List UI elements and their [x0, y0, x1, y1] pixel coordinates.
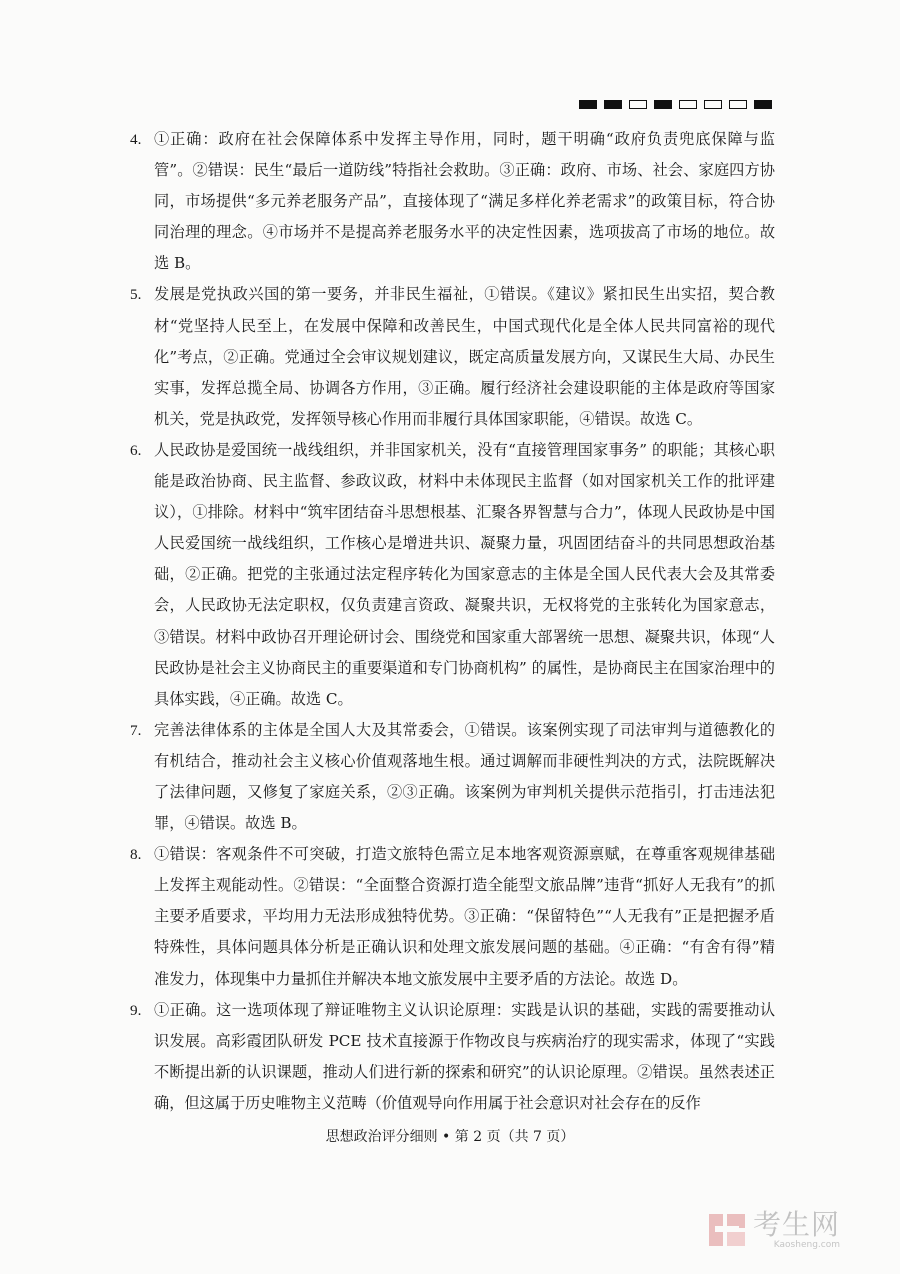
- marker-empty: [729, 100, 747, 109]
- item-number: 7.: [130, 721, 142, 739]
- item-number: 6.: [130, 441, 142, 459]
- page-footer: 思想政治评分细则 • 第 2 页（共 7 页）: [325, 1129, 575, 1145]
- watermark-logo: [707, 1207, 840, 1250]
- item-number: 9.: [130, 1001, 142, 1019]
- item-text: 人民政协是爱国统一战线组织，并非国家机关，没有“直接管理国家事务” 的职能；其核心职能是政治协商、民主监督、参政议政，材料中未体现民主监督（如对国家机关工作的批评建议），①排除。材料中“筑牢团结奋斗思想根基、汇聚各界智慧与合力”，体现人民政协是中国人民爱国统一战线组织，工作核心是增进共识、凝聚力量，巩固团结奋斗的共同思想政治基础，②正确。把党的主张通过法定程序转化为国家意志的主体是全国人民代表大会及其常委会，人民政协无法定职权，仅负责建言资政、凝聚共识，无权将党的主张转化为国家意志，③错误。材料中政协召开理论研讨会、围绕党和国家重大部署统一思想、凝聚共识，体现“人民政协是社会主义协商民主的重要渠道和专门协商机构” 的属性，是协商民主在国家治理中的具体实践，④正确。故选 C。: [154, 440, 775, 708]
- answer-item-7: [130, 715, 775, 839]
- item-text: ①正确：政府在社会保障体系中发挥主导作用，同时，题干明确“政府负责兜底保障与监管”。②错误：民生“最后一道防线”特指社会救助。③正确：政府、市场、社会、家庭四方协同，市场提供“多元养老服务产品”，直接体现了“满足多样化养老需求”的政策目标，符合协同治理的理念。④市场并不是提高养老服务水平的决定性因素，选项拔高了市场的地位。故选 B。: [154, 130, 775, 273]
- brand-logo-icon: [707, 1210, 747, 1250]
- marker-empty: [679, 100, 697, 109]
- answer-item-9: [130, 995, 775, 1119]
- item-text: 完善法律体系的主体是全国人大及其常委会，①错误。该案例实现了司法审判与道德教化的有机结合，推动社会主义核心价值观落地生根。通过调解而非硬性判决的方式，法院既解决了法律问题，又修复了家庭关系，②③正确。该案例为审判机关提供示范指引，打击违法犯罪，④错误。故选 B。: [154, 720, 775, 833]
- item-text: 发展是党执政兴国的第一要务，并非民生福祉，①错误。《建议》紧扣民生出实招，契合教材“党坚持人民至上，在发展中保障和改善民生，中国式现代化是全体人民共同富裕的现代化”考点，②正确。党通过全会审议规划建议，既定高质量发展方向，又谋民生大局、办民生实事，发挥总揽全局、协调各方作用，③正确。履行经济社会建设职能的主体是政府等国家机关，党是执政党，发挥领导核心作用而非履行具体国家职能，④错误。故选 C。: [154, 285, 775, 428]
- marker-filled: [654, 100, 672, 109]
- marker-empty: [629, 100, 647, 109]
- item-number: 4.: [130, 131, 142, 148]
- answer-list: [130, 124, 775, 1119]
- marker-filled: [604, 100, 622, 109]
- watermark-url: Kaosheng.com: [773, 1239, 840, 1250]
- answer-item-4: [130, 124, 775, 279]
- marker-filled: [754, 100, 772, 109]
- item-number: 8.: [130, 846, 142, 864]
- answer-item-8: [130, 839, 775, 994]
- item-number: 5.: [130, 286, 142, 304]
- marker-empty: [704, 100, 722, 109]
- watermark-brand: 考生网: [752, 1207, 840, 1241]
- item-text: ①错误：客观条件不可突破，打造文旅特色需立足本地客观资源禀赋，在尊重客观规律基础上发挥主观能动性。②错误：“全面整合资源打造全能型文旅品牌”违背“抓好人无我有”的抓主要矛盾要求，平均用力无法形成独特优势。③正确：“保留特色”“人无我有”正是把握矛盾特殊性，具体问题具体分析是正确认识和处理文旅发展问题的基础。④正确：“有舍有得”精准发力，体现集中力量抓住并解决本地文旅发展中主要矛盾的方法论。故选 D。: [154, 845, 775, 988]
- page-marker-strip: [579, 100, 772, 109]
- marker-filled: [579, 100, 597, 109]
- item-text: ①正确。这一选项体现了辩证唯物主义认识论原理：实践是认识的基础，实践的需要推动认识发展。高彩霞团队研发 PCE 技术直接源于作物改良与疾病治疗的现实需求，体现了“实践不断提出新的认识课题，推动人们进行新的探索和研究”的认识论原理。②错误。虽然表述正确，但这属于历史唯物主义范畴（价值观导向作用属于社会意识对社会存在的反作: [154, 1000, 775, 1112]
- answer-item-6: [130, 435, 775, 715]
- answer-item-5: [130, 279, 775, 434]
